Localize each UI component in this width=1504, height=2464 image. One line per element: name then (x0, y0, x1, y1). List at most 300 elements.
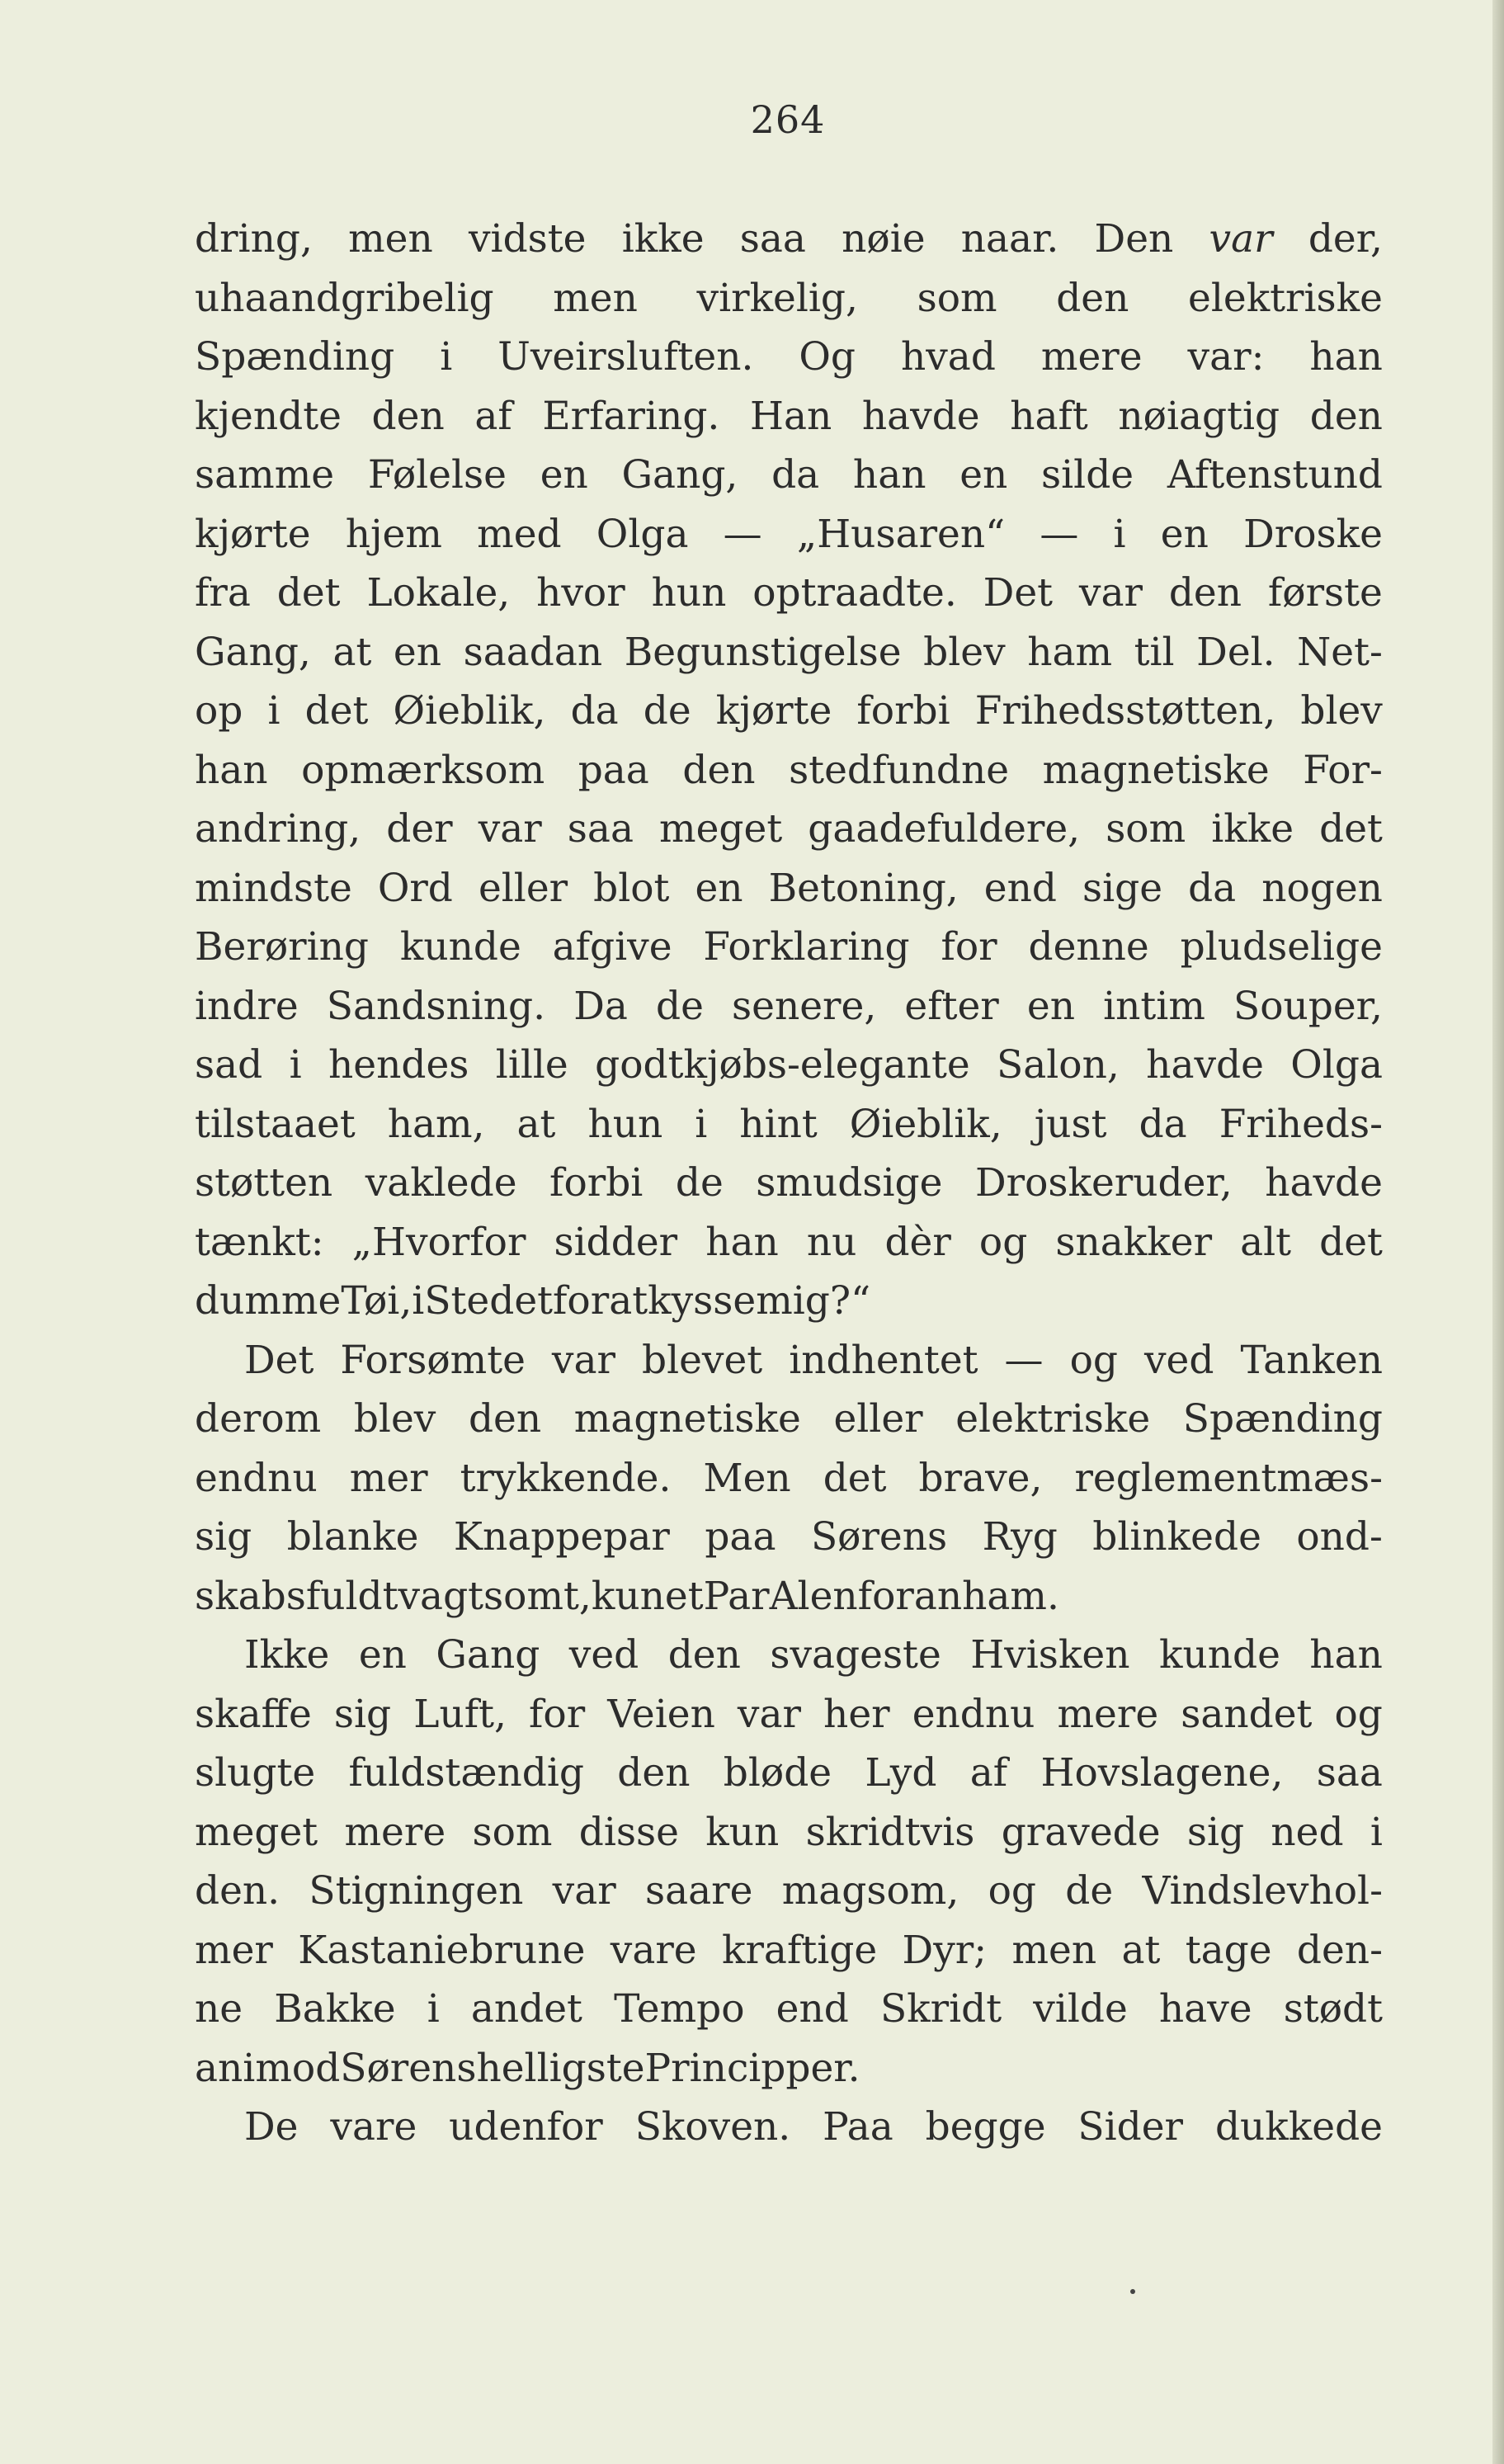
word: eller (833, 1396, 923, 1442)
text-line (195, 1390, 1383, 1449)
word: sig (195, 1514, 252, 1560)
word: For- (1303, 747, 1383, 793)
word: forbi (856, 688, 950, 734)
word: og (1334, 1691, 1383, 1737)
text-line (195, 1213, 1383, 1272)
word: Skridt (879, 1986, 1002, 2032)
word: Følelse (367, 452, 507, 498)
word: var (1209, 216, 1273, 262)
word: Net- (1297, 629, 1383, 675)
word: Sandsning. (326, 983, 546, 1029)
word: havde (1146, 1042, 1264, 1088)
text-line (195, 328, 1383, 387)
text-line (195, 1154, 1383, 1213)
text-line (195, 1626, 1383, 1685)
word: intim (1103, 983, 1205, 1029)
word: en (959, 452, 1008, 498)
word: det (304, 688, 369, 734)
word: Stedet (424, 1278, 554, 1324)
word: som (472, 1809, 553, 1855)
word: den (1309, 393, 1383, 439)
text-line (195, 1685, 1383, 1744)
word: slugte (195, 1750, 316, 1796)
word: haft (1010, 393, 1088, 439)
word: foran (857, 1573, 963, 1619)
word: skabsfuldt (195, 1573, 398, 1619)
word: her (823, 1691, 890, 1737)
word: stedfundne (789, 747, 1010, 793)
word: saa (1316, 1750, 1383, 1796)
word: godtkjøbs-elegante (595, 1042, 970, 1088)
word: Aftenstund (1167, 452, 1383, 498)
word: da (1188, 865, 1237, 911)
word: blevet (641, 1337, 763, 1383)
word: opmærksom (301, 747, 545, 793)
text-line (195, 564, 1383, 623)
word: afgive (552, 924, 672, 970)
word: mindste (195, 865, 352, 911)
word: bløde (723, 1750, 832, 1796)
word: — (723, 511, 762, 557)
word: helligste (476, 2045, 645, 2091)
word: Friheds- (1219, 1101, 1383, 1147)
word: vare (330, 2104, 417, 2150)
word: den (667, 1632, 741, 1678)
word: kunde (1158, 1632, 1280, 1678)
word: snakker (1055, 1219, 1213, 1265)
word: Souper, (1233, 983, 1383, 1029)
word: blev (1300, 688, 1383, 734)
word: andet (470, 1986, 582, 2032)
word: hjem (345, 511, 442, 557)
word: Han (749, 393, 832, 439)
word: som (1106, 806, 1186, 852)
word: hun (651, 570, 727, 616)
word: Alen (769, 1573, 858, 1619)
word: var (552, 1868, 616, 1914)
word: i (1113, 511, 1126, 557)
body-text (195, 210, 1383, 2157)
word: Ikke (244, 1632, 330, 1678)
word: da (1139, 1101, 1187, 1147)
word: disse (578, 1809, 679, 1855)
word: for (941, 924, 997, 970)
word: en (358, 1632, 407, 1678)
word: magsom, (781, 1868, 959, 1914)
word: Skoven. (634, 2104, 791, 2150)
word: Salon, (997, 1042, 1120, 1088)
word: den (617, 1750, 691, 1796)
word: som (917, 275, 997, 321)
word: men (1011, 1927, 1097, 1973)
word: Dyr; (902, 1927, 988, 1973)
text-line (195, 859, 1383, 918)
word: endnu (912, 1691, 1035, 1737)
word: sig (1186, 1809, 1245, 1855)
word: tilstaaet (195, 1101, 356, 1147)
word: kjendte (195, 393, 342, 439)
word: Spænding (195, 334, 395, 380)
text-line (195, 2039, 1383, 2098)
word: Det (983, 570, 1054, 616)
word: Forklaring (703, 924, 910, 970)
word: end (983, 865, 1057, 911)
word: magnetiske (1042, 747, 1270, 793)
word: den (682, 747, 756, 793)
word: skridtvis (805, 1809, 975, 1855)
word: Det (244, 1337, 314, 1383)
word: De (244, 2104, 299, 2150)
word: for (553, 1278, 610, 1324)
word: dukkede (1214, 2104, 1383, 2150)
word: begge (925, 2104, 1046, 2150)
word: det (1319, 806, 1383, 852)
word: Øieblik, (849, 1101, 1002, 1147)
word: samme (195, 452, 335, 498)
word: men (348, 216, 433, 262)
word: ned (1271, 1809, 1344, 1855)
word: den (468, 1396, 542, 1442)
word: ham. (962, 1573, 1059, 1619)
word: Uveirsluften. (497, 334, 754, 380)
word: Principper. (644, 2045, 860, 2091)
word: Paa (823, 2104, 893, 2150)
word: Erfaring. (542, 393, 720, 439)
word: men (553, 275, 638, 321)
word: tænkt: (195, 1219, 324, 1265)
word: da (570, 688, 619, 734)
word: en (695, 865, 743, 911)
word: indre (195, 983, 299, 1029)
word: Ord (377, 865, 453, 911)
word: alt (1240, 1219, 1292, 1265)
word: blinkede (1092, 1514, 1261, 1560)
word: mere (344, 1809, 446, 1855)
word: Forsømte (340, 1337, 526, 1383)
text-line (195, 1803, 1383, 1862)
word: Sørens (810, 1514, 948, 1560)
word: forbi (549, 1160, 644, 1206)
word: imod (243, 2045, 341, 2091)
text-line (195, 1980, 1383, 2039)
word: til (1134, 629, 1175, 675)
word: et (664, 1573, 704, 1619)
word: at (609, 1278, 648, 1324)
word: Vindslevhol- (1142, 1868, 1383, 1914)
word: Lokale, (366, 570, 511, 616)
word: en (1026, 983, 1075, 1029)
text-line (195, 269, 1383, 328)
word: uhaandgribelig (195, 275, 494, 321)
word: kysse (648, 1278, 757, 1324)
word: Frihedsstøtten, (974, 688, 1276, 734)
word: just (1034, 1101, 1107, 1147)
word: dumme (195, 1278, 342, 1324)
word: det (1319, 1219, 1383, 1265)
word: Bakke (274, 1986, 396, 2032)
word: ham, (387, 1101, 485, 1147)
text-line (195, 1331, 1383, 1390)
word: elektriske (955, 1396, 1151, 1442)
word: den- (1296, 1927, 1383, 1973)
paper-speck (1130, 2289, 1135, 2294)
word: magnetiske (573, 1396, 801, 1442)
word: havde (1265, 1160, 1383, 1206)
word: i (1370, 1809, 1383, 1855)
word: sidder (554, 1219, 678, 1265)
word: blanke (286, 1514, 419, 1560)
word: første (1267, 570, 1383, 616)
word: med (477, 511, 562, 557)
word: kunde (399, 924, 521, 970)
word: hvor (536, 570, 625, 616)
word: Par (703, 1573, 770, 1619)
word: Men (703, 1455, 791, 1501)
word: han (1309, 1632, 1383, 1678)
word: han (195, 747, 268, 793)
word: have (1158, 1986, 1252, 2032)
word: i (695, 1101, 708, 1147)
word: Spænding (1182, 1396, 1383, 1442)
word: sad (195, 1042, 263, 1088)
word: Droske (1243, 511, 1383, 557)
word: og (988, 1868, 1036, 1914)
scan-edge-shadow (1492, 0, 1504, 2464)
word: vidste (468, 216, 587, 262)
word: smudsige (756, 1160, 943, 1206)
word: i (427, 1986, 440, 2032)
word: ikke (621, 216, 705, 262)
word: for (529, 1691, 586, 1737)
word: kun (591, 1573, 665, 1619)
word: saa (739, 216, 806, 262)
word: endnu (195, 1455, 318, 1501)
word: Tanken (1240, 1337, 1383, 1383)
word: kjørte (195, 511, 311, 557)
word: af (969, 1750, 1008, 1796)
word: i (412, 1278, 425, 1324)
word: de (656, 983, 704, 1029)
word: derom (195, 1396, 322, 1442)
word: — (1040, 511, 1079, 557)
word: Stigningen (309, 1868, 524, 1914)
word: hint (739, 1101, 818, 1147)
word: Hvisken (970, 1632, 1130, 1678)
text-line (195, 1272, 1383, 1331)
word: vaklede (365, 1160, 517, 1206)
word: Tøi, (341, 1278, 413, 1324)
word: at (1121, 1927, 1161, 1973)
word: og (1069, 1337, 1118, 1383)
word: brave, (918, 1455, 1043, 1501)
word: af (474, 393, 512, 439)
word: den. (195, 1868, 281, 1914)
word: var (551, 1337, 615, 1383)
text-line (195, 2098, 1383, 2157)
word: det (276, 570, 341, 616)
text-line (195, 210, 1383, 269)
text-line (195, 1744, 1383, 1803)
word: mere (1040, 334, 1143, 380)
word: Hovslagene, (1040, 1750, 1284, 1796)
word: tage (1185, 1927, 1272, 1973)
word: sandet (1181, 1691, 1313, 1737)
word: an (195, 2045, 243, 2091)
word: pludselige (1180, 924, 1383, 970)
word: Gang, (195, 629, 311, 675)
word: reglementmæs- (1074, 1455, 1383, 1501)
word: Betoning, (768, 865, 959, 911)
word: naar. (960, 216, 1059, 262)
word: vare (610, 1927, 697, 1973)
word: i (289, 1042, 302, 1088)
word: den (1168, 570, 1242, 616)
word: mere (1057, 1691, 1159, 1737)
word: Kastaniebrune (298, 1927, 586, 1973)
word: det (823, 1455, 887, 1501)
word: de (643, 688, 691, 734)
word: denne (1028, 924, 1149, 970)
word: sig (333, 1691, 392, 1737)
word: saare (644, 1868, 753, 1914)
word: svageste (770, 1632, 941, 1678)
word: optraadte. (752, 570, 957, 616)
word: Sider (1077, 2104, 1184, 2150)
word: en (1160, 511, 1209, 557)
word: kjørte (715, 688, 832, 734)
word: stødt (1283, 1986, 1383, 2032)
word: blev (353, 1396, 436, 1442)
word: ne (195, 1986, 243, 2032)
word: paa (578, 747, 649, 793)
word: at (332, 629, 372, 675)
word: gravede (1001, 1809, 1161, 1855)
word: Den (1094, 216, 1174, 262)
word: Sørens (340, 2045, 477, 2091)
word: gaadefuldere, (808, 806, 1081, 852)
word: en (393, 629, 442, 675)
word: Knappepar (453, 1514, 670, 1560)
word: mer (195, 1927, 273, 1973)
word: meget (659, 806, 783, 852)
word: ham (1027, 629, 1113, 675)
word: hendes (328, 1042, 469, 1088)
word: kraftige (721, 1927, 878, 1973)
word: havde (861, 393, 980, 439)
text-line (195, 918, 1383, 977)
word: kun (705, 1809, 780, 1855)
text-line (195, 623, 1383, 682)
word: op (195, 688, 243, 734)
word: fra (195, 570, 251, 616)
word: silde (1041, 452, 1134, 498)
word: Droskeruder, (974, 1160, 1233, 1206)
word: var (1078, 570, 1143, 616)
word: Gang (436, 1632, 540, 1678)
word: mer (349, 1455, 428, 1501)
word: var (478, 806, 542, 852)
word: „Hvorfor (351, 1219, 526, 1265)
word: — (1004, 1337, 1044, 1383)
word: virkelig, (696, 275, 858, 321)
word: mig?“ (756, 1278, 871, 1324)
word: Olga (1290, 1042, 1383, 1088)
word: Begunstigelse (624, 629, 902, 675)
text-line (195, 800, 1383, 859)
word: nøiagtig (1118, 393, 1280, 439)
word: Del. (1196, 629, 1275, 675)
text-line (195, 505, 1383, 564)
word: Olga (596, 511, 689, 557)
word: efter (904, 983, 999, 1029)
word: paa (705, 1514, 776, 1560)
text-line (195, 1449, 1383, 1508)
word: Luft, (413, 1691, 507, 1737)
word: ikke (1211, 806, 1294, 852)
word: han (1309, 334, 1383, 380)
word: og (978, 1219, 1028, 1265)
text-line (195, 1508, 1383, 1567)
word: eller (478, 865, 568, 911)
text-line (195, 446, 1383, 505)
word: Tempo (614, 1986, 745, 2032)
word: Øieblik, (393, 688, 546, 734)
word: andring, (195, 806, 361, 852)
word: blot (593, 865, 670, 911)
word: støtten (195, 1160, 333, 1206)
word: i (267, 688, 281, 734)
text-line (195, 1862, 1383, 1921)
word: Da (573, 983, 628, 1029)
word: der (386, 806, 453, 852)
word: vagtsomt, (398, 1573, 592, 1619)
word: Gang, (621, 452, 738, 498)
word: ond- (1296, 1514, 1383, 1560)
word: indhentet (789, 1337, 978, 1383)
word: ved (568, 1632, 639, 1678)
word: Lyd (865, 1750, 937, 1796)
word: saadan (463, 629, 603, 675)
word: nøie (842, 216, 926, 262)
word: Ryg (982, 1514, 1058, 1560)
word: der, (1308, 216, 1383, 262)
word: at (516, 1101, 556, 1147)
word: elektriske (1188, 275, 1383, 321)
word: de (675, 1160, 724, 1206)
word: vilde (1033, 1986, 1128, 2032)
word: sige (1082, 865, 1163, 911)
word: saa (567, 806, 634, 852)
word: Veien (607, 1691, 715, 1737)
word: blev (923, 629, 1006, 675)
page-number: 264 (750, 97, 826, 142)
word: han (852, 452, 926, 498)
word: skaffe (195, 1691, 312, 1737)
word: hvad (900, 334, 996, 380)
word: de (1065, 1868, 1114, 1914)
word: en (540, 452, 588, 498)
word: dring, (195, 216, 313, 262)
word: i (440, 334, 453, 380)
word: nogen (1261, 865, 1383, 911)
word: han (705, 1219, 779, 1265)
word: fuldstændig (348, 1750, 584, 1796)
word: meget (195, 1809, 318, 1855)
word: den (1056, 275, 1129, 321)
word: Og (799, 334, 856, 380)
word: hun (587, 1101, 663, 1147)
text-line (195, 387, 1383, 446)
